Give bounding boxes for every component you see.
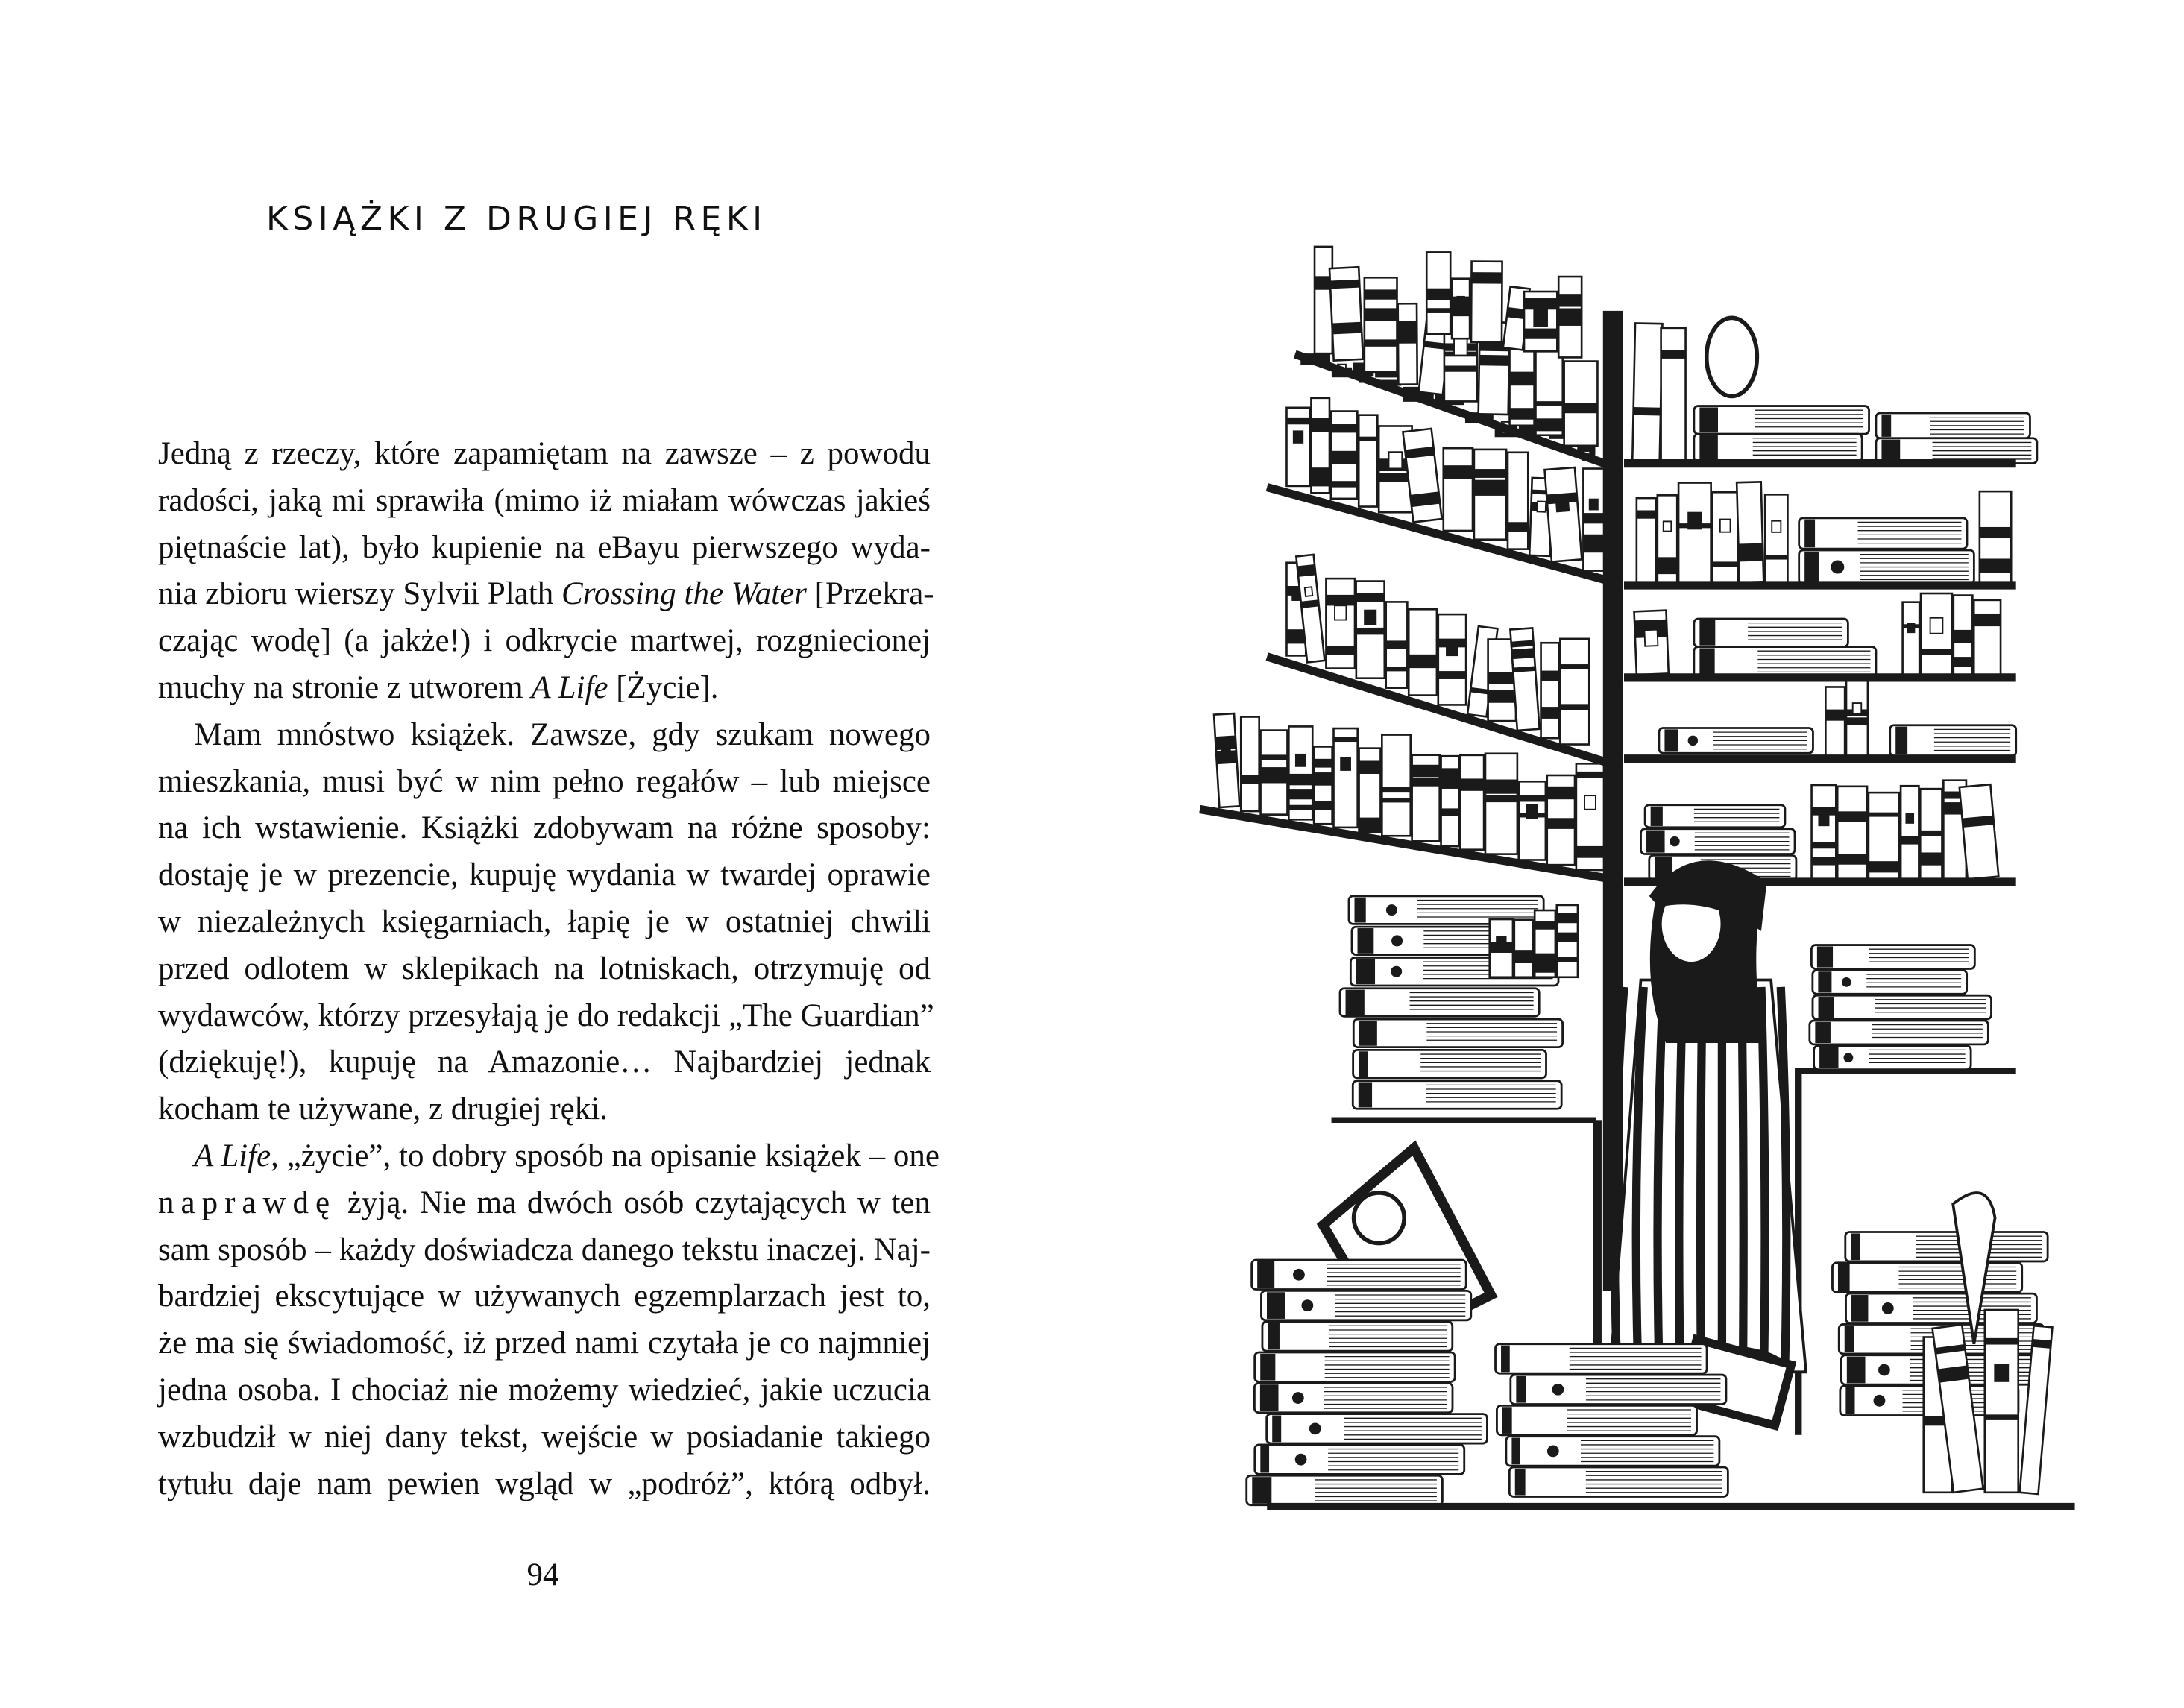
book-spine — [1365, 277, 1397, 372]
book-spine — [1286, 408, 1309, 486]
book-spine — [1544, 467, 1582, 561]
text-segment: nia zbioru wierszy Sylvii Plath — [158, 576, 562, 612]
stacked-book — [1811, 945, 1974, 969]
book-spine — [1441, 756, 1459, 846]
sweater-stripe — [1701, 987, 1703, 1365]
stacked-book — [1506, 1437, 1719, 1466]
book-spine — [1426, 252, 1450, 334]
book-spine — [1438, 614, 1466, 705]
text-segment: sam sposób – każdy doświadcza danego tekstu inaczej. Naj- — [158, 1232, 931, 1267]
book-spine — [1311, 398, 1329, 494]
book-spine — [1382, 735, 1410, 836]
book-spine — [1547, 775, 1575, 865]
stacked-book — [1814, 1046, 1971, 1070]
stacked-book — [1810, 1021, 1989, 1044]
stacked-book — [1255, 1352, 1455, 1381]
stacked-book — [1254, 1383, 1453, 1412]
text-segment: w niezależnych księgarniach, łapię je w ostatniej chwili — [158, 904, 931, 939]
book-spine — [1985, 1310, 2018, 1493]
text-segment: muchy na stronie z utworem — [158, 669, 532, 705]
text-segment: na ich wstawienie. Książki zdobywam na różne sposoby: — [158, 810, 931, 846]
italic-title: Crossing the Water — [561, 576, 807, 612]
text-segment: tytułu daje nam pewien wgląd w „podróż”, którą odbył. — [158, 1466, 931, 1501]
book-spine — [1474, 450, 1506, 540]
text-segment: dostaję je w prezencie, kupuję wydania w twardej oprawie — [158, 857, 931, 893]
stacked-book — [1497, 1405, 1696, 1434]
text-segment: Jedną z rzeczy, które zapamiętam na zawsze – z powodu — [158, 436, 931, 471]
stacked-book — [1876, 413, 2030, 438]
book-spine — [1541, 643, 1559, 738]
italic-title: A Life — [531, 669, 608, 705]
text-segment: Mam mnóstwo książek. Zawsze, gdy szukam nowego — [194, 716, 931, 752]
book-spine — [1315, 247, 1332, 353]
stacked-book — [1353, 1050, 1546, 1078]
stacked-book — [1832, 1263, 2021, 1292]
book-spine — [1583, 469, 1604, 571]
book-spine — [1261, 731, 1288, 815]
book-spine — [1452, 279, 1470, 338]
stacked-book — [1509, 1467, 1728, 1496]
stacked-book — [1252, 1260, 1467, 1289]
stacked-book — [1694, 406, 1869, 435]
book-spine — [1901, 786, 1919, 879]
book-spine — [1314, 746, 1332, 824]
text-segment: żyją. Nie ma dwóch osób czytających w ten — [336, 1185, 931, 1220]
book-spine — [1398, 303, 1417, 384]
text-segment: że ma się świadomość, iż przed nami czytała je co najmniej — [158, 1326, 931, 1361]
stacked-book — [1262, 1322, 1453, 1351]
book-spine — [1508, 453, 1528, 549]
book-spine — [1329, 267, 1363, 360]
text-segment: radości, jaką mi sprawiła (mimo iż miałam wówczas jakieś — [158, 482, 931, 518]
sweater-stripe — [1761, 987, 1765, 1365]
stacked-book — [1247, 1475, 1443, 1504]
book-spine — [1632, 323, 1662, 461]
book-spine — [1557, 905, 1578, 977]
book-spine — [1460, 755, 1484, 850]
stacked-book — [1799, 518, 1967, 549]
book-spine — [1980, 491, 2011, 582]
stacked-book — [1255, 1445, 1464, 1474]
book-spine — [1334, 728, 1358, 828]
stacked-book — [1694, 434, 1862, 462]
sweater-stripe — [1742, 987, 1744, 1365]
stacked-book — [1813, 970, 1967, 994]
book-spine — [1519, 781, 1546, 860]
stacked-book — [1353, 1081, 1561, 1109]
book-spine — [1637, 498, 1656, 582]
book-spine — [1524, 292, 1557, 351]
stacked-book — [1799, 550, 1974, 584]
book-spine — [1825, 687, 1845, 756]
stacked-book — [1641, 829, 1796, 854]
book-spine — [1576, 763, 1604, 870]
book-spine — [1359, 415, 1377, 507]
spaced-emphasis: naprawdę — [158, 1185, 337, 1220]
stacked-book — [1267, 1414, 1488, 1443]
book-spine — [1974, 600, 2001, 675]
stacked-book — [1813, 995, 1992, 1019]
book-spine — [1713, 492, 1738, 582]
book-spine — [1920, 789, 1942, 879]
page-number: 94 — [526, 1557, 559, 1592]
text-segment: bardziej ekscytujące w używanych egzemplarzach jest to, — [158, 1279, 931, 1314]
book-spine — [1214, 713, 1239, 807]
stacked-book — [1694, 619, 1848, 647]
stacked-book — [1353, 1019, 1562, 1047]
text-segment: przed odlotem w sklepikach na lotniskach, otrzymuję od — [158, 951, 931, 986]
text-segment: wydawców, którzy przesyłają je do redakcji „The Guardian” — [158, 998, 934, 1033]
book-spine — [1846, 681, 1868, 756]
book-spine — [1921, 593, 1952, 675]
stacked-book — [1890, 725, 2016, 756]
book-spine — [1558, 277, 1582, 357]
text-segment: kocham te używane, z drugiej ręki. — [158, 1091, 608, 1127]
italic-title: A Life — [194, 1138, 271, 1173]
stacked-book — [1261, 1291, 1470, 1320]
book-spine — [1869, 792, 1899, 879]
book-spine — [1658, 495, 1677, 582]
book-spine — [1634, 611, 1669, 675]
text-segment: (dziękuję!), kupuję na Amazonie… Najbardziej jednak — [158, 1044, 931, 1080]
book-spine — [1535, 351, 1562, 435]
book-spine — [1241, 716, 1259, 811]
sweater-stripe — [1679, 987, 1683, 1365]
book-spine — [1485, 754, 1517, 854]
book-spine — [1954, 596, 1973, 675]
stacked-book — [1694, 647, 1876, 678]
stacked-book — [1340, 989, 1539, 1017]
mirror-frame — [1707, 318, 1757, 396]
book-spine — [1490, 919, 1513, 977]
text-segment: jedna osoba. I chociaż nie możemy wiedzieć, jakie uczucia — [158, 1372, 931, 1408]
text-segment: [Życie]. — [608, 669, 719, 705]
book-spine — [1564, 362, 1598, 446]
book-spine — [1359, 749, 1381, 832]
text-segment: piętnaście lat), było kupienie na eBayu pierwszego wyda- — [158, 529, 931, 565]
stacked-book — [1659, 728, 1813, 753]
book-spine — [1678, 483, 1711, 583]
text-segment: mieszkania, musi być w nim pełno regałów – lub miejsce — [158, 763, 931, 799]
book-spine — [1444, 448, 1473, 531]
book-spine — [1514, 920, 1533, 977]
stacked-book — [1645, 805, 1785, 828]
stacked-book — [1496, 1344, 1708, 1373]
book-spine — [1356, 582, 1385, 678]
book-spine — [1560, 639, 1589, 745]
book-spine — [1903, 602, 1920, 675]
book-spine — [1288, 726, 1312, 819]
book-spine — [1737, 482, 1763, 582]
text-segment: [Przekra- — [806, 576, 934, 612]
book-spine — [1386, 602, 1408, 687]
book-spine — [1765, 494, 1787, 582]
book-spine — [1471, 262, 1502, 342]
book-spine — [1812, 785, 1837, 879]
stacked-book — [1511, 1375, 1726, 1404]
text-segment: czając wodę] (a jakże!) i odkrycie martwej, rozgniecionej — [158, 623, 931, 659]
text-segment: , „życie”, to dobry sposób na opisanie książek – one — [271, 1138, 940, 1173]
book-spine — [1661, 328, 1686, 461]
book-spine — [1326, 579, 1355, 668]
text-segment: wzbudził w niej dany tekst, wejście w posiadanie takiego — [158, 1419, 931, 1455]
chapter-title: KSIĄŻKI Z DRUGIEJ RĘKI — [266, 200, 767, 238]
book-spine — [1837, 787, 1867, 879]
book-spine — [1409, 609, 1437, 695]
book-spine — [1331, 412, 1357, 499]
book-spine — [1535, 910, 1555, 977]
stacked-book — [1845, 1232, 2048, 1261]
book-spine — [1412, 755, 1440, 842]
